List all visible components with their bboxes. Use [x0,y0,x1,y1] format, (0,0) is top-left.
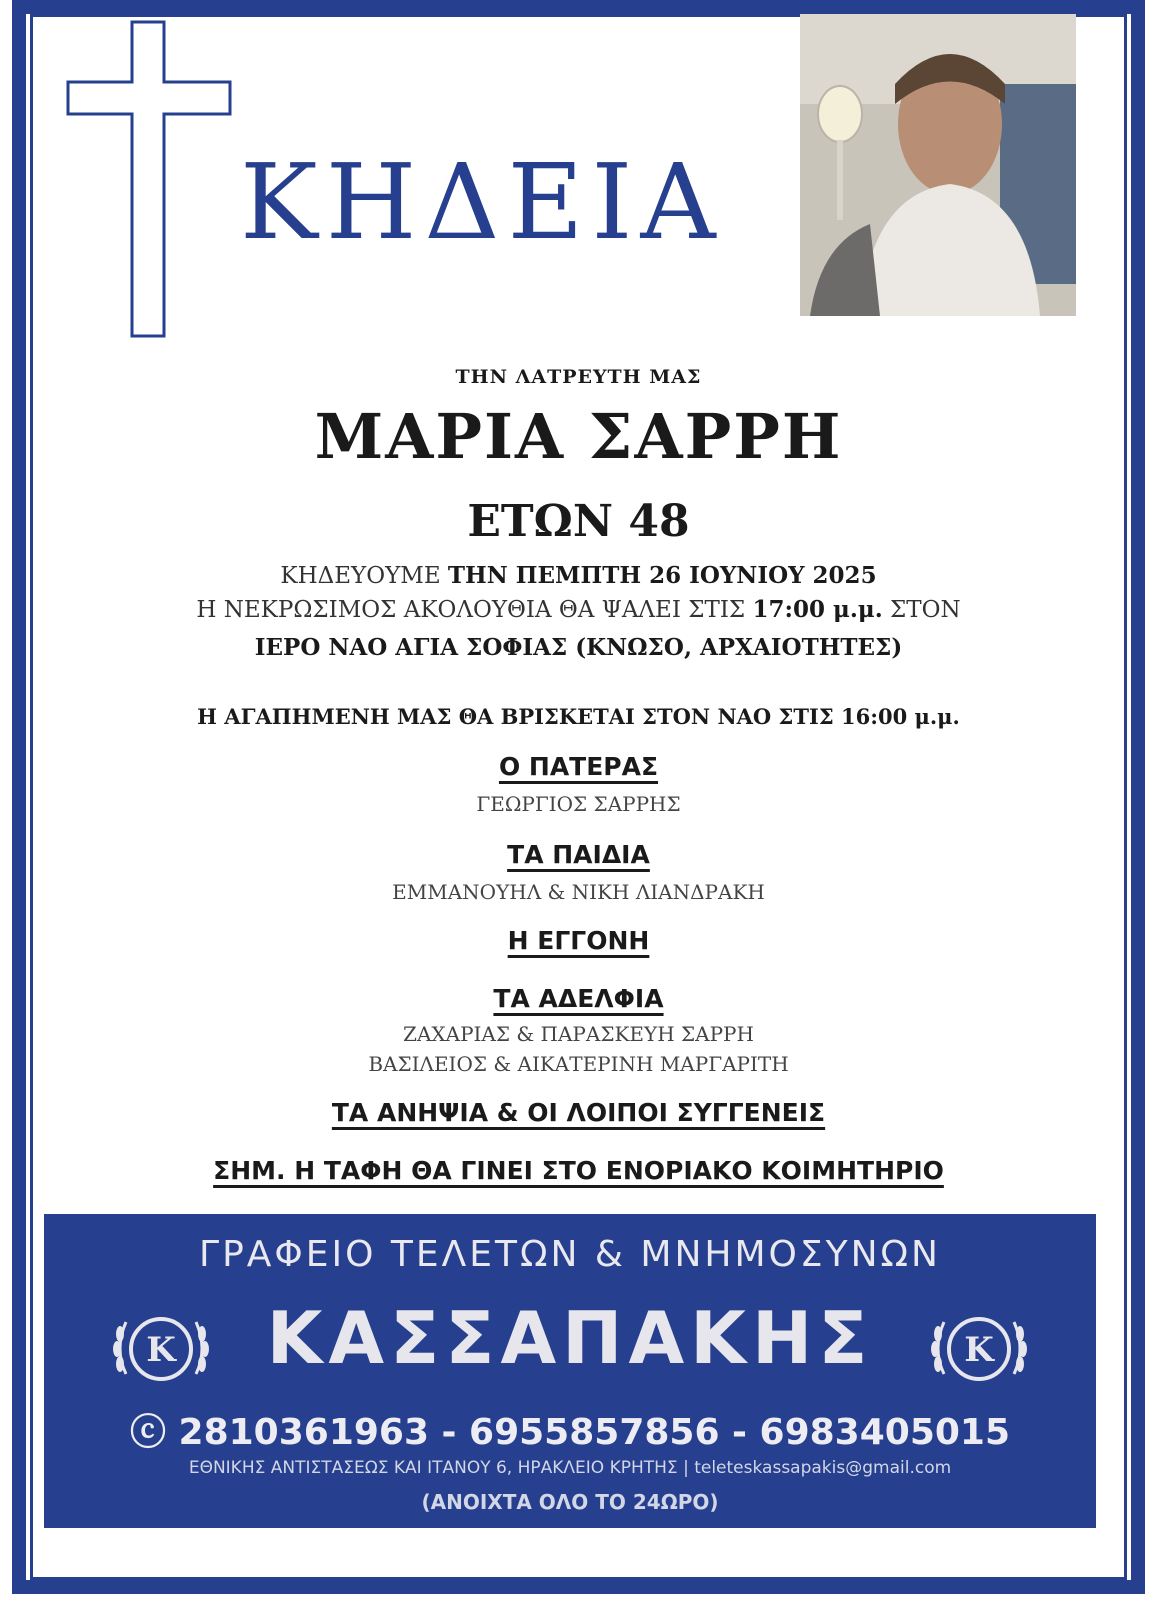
burial-note: ΣΗΜ. Η ΤΑΦΗ ΘΑ ΓΙΝΕΙ ΣΤΟ ΕΝΟΡΙΑΚΟ ΚΟΙΜΗΤΗΡΙΟ [213,1156,944,1185]
age: ΕΤΩΝ 48 [467,496,690,547]
laurel-logo-icon [924,1294,1034,1404]
siblings-names-1: ΖΑΧΑΡΙΑΣ & ΠΑΡΑΣΚΕΥΗ ΣΑΡΡΗ [403,1022,754,1046]
father-heading: Ο ΠΑΤΕΡΑΣ [498,752,659,781]
deceased-name: ΜΑΡΙΑ ΣΑΡΡΗ [314,400,843,473]
page-title: ΚΗΔΕΙΑ [240,141,724,263]
office-label: ΓΡΑΦΕΙΟ ΤΕΛΕΤΩΝ & ΜΝΗΜΟΣΥΝΩΝ [199,1234,941,1275]
relatives-heading: ΤΑ ΑΝΗΨΙΑ & ΟΙ ΛΟΙΠΟΙ ΣΥΓΓΕΝΕΙΣ [331,1098,826,1127]
phone-numbers: ⓒ 2810361963 - 6955857856 - 6983405015 [129,1412,1011,1453]
service-line: Η ΝΕΚΡΩΣΙΜΟΣ ΑΚΟΛΟΥΘΙΑ ΘΑ ΨΑΛΕΙ ΣΤΙΣ 17:00 μ.μ. ΣΤΟΝ [196,596,961,623]
brand-name: ΚΑΣΣΑΠΑΚΗΣ [266,1296,874,1380]
father-name: ΓΕΩΡΓΙΟΣ ΣΑΡΡΗΣ [476,792,681,816]
portrait-photo [800,14,1076,316]
open-hours: (ΑΝΟΙΧΤΑ ΟΛΟ ΤΟ 24ΩΡΟ) [421,1490,719,1514]
children-heading: ΤΑ ΠΑΙΔΙΑ [507,840,650,869]
grandchild-heading: Η ΕΓΓΟΝΗ [507,926,650,955]
funeral-date-line: ΚΗΔΕΥΟΥΜΕ ΤΗΝ ΠΕΜΠΤΗ 26 ΙΟΥΝΙΟΥ 2025 [280,562,877,589]
children-names: ΕΜΜΑΝΟΥΗΛ & ΝΙΚΗ ΛΙΑΝΔΡΑΚΗ [392,880,765,904]
viewing-line: Η ΑΓΑΠΗΜΕΝΗ ΜΑΣ ΘΑ ΒΡΙΣΚΕΤΑΙ ΣΤΟΝ ΝΑΟ ΣΤΙΣ 16:00 μ.μ. [197,704,960,729]
logo-letter: Κ [964,1330,994,1370]
funeral-home-footer [44,1214,1096,1528]
church-line: ΙΕΡΟ ΝΑΟ ΑΓΙΑ ΣΟΦΙΑΣ (ΚΝΩΣΟ, ΑΡΧΑΙΟΤΗΤΕΣ) [254,634,903,661]
address-line: ΕΘΝΙΚΗΣ ΑΝΤΙΣΤΑΣΕΩΣ ΚΑΙ ΙΤΑΝΟΥ 6, ΗΡΑΚΛΕΙΟ ΚΡΗΤΗΣ | teleteskassapakis@gmail.com [188,1458,952,1478]
phone-icon: ⓒ [129,1412,166,1453]
siblings-heading: ΤΑ ΑΔΕΛΦΙΑ [493,984,664,1013]
logo-letter: Κ [146,1330,176,1370]
pre-name: ΤΗΝ ΛΑΤΡΕΥΤΗ ΜΑΣ [455,366,702,388]
siblings-names-2: ΒΑΣΙΛΕΙΟΣ & ΑΙΚΑΤΕΡΙΝΗ ΜΑΡΓΑΡΙΤΗ [368,1052,789,1076]
cross-icon [64,20,234,340]
